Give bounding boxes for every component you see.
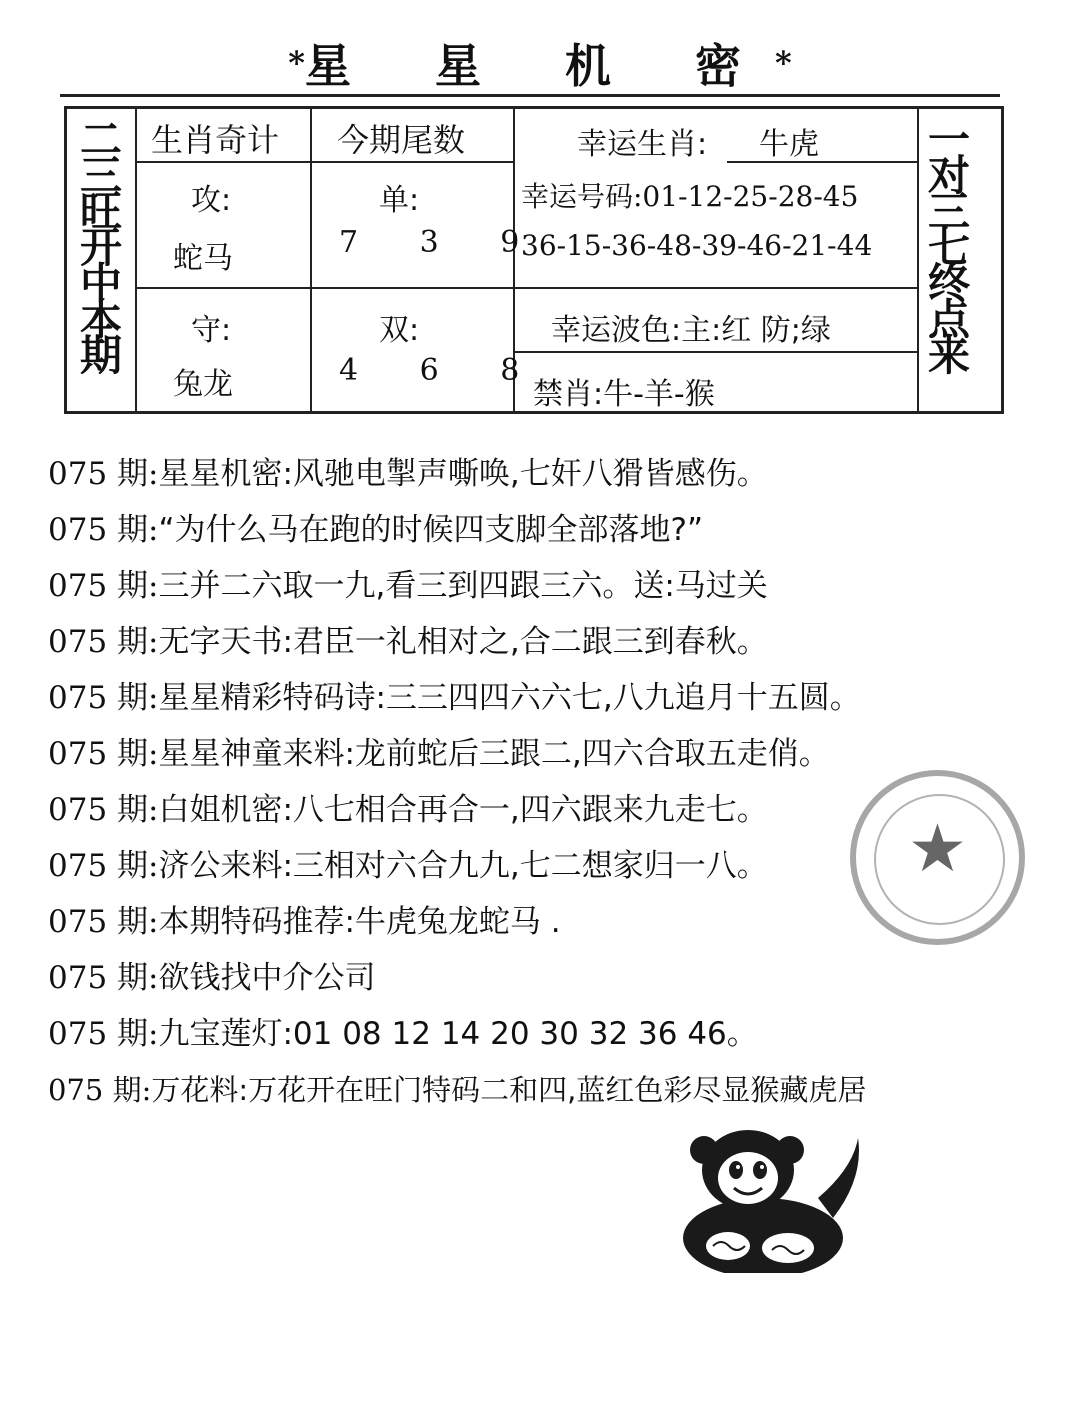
title-text: 星 星 机 密 bbox=[304, 39, 776, 93]
issue-prefix: 075 期: bbox=[48, 848, 159, 884]
issue-prefix: 075 期: bbox=[48, 904, 159, 940]
line-text: 白姐机密:八七相合再合一,四六跟来九走七。 bbox=[158, 792, 768, 828]
defend-value: 兔龙 bbox=[173, 367, 233, 402]
monkey-mascot-icon bbox=[668, 1128, 868, 1273]
divider bbox=[135, 109, 137, 411]
list-item bbox=[48, 614, 1068, 670]
list-item bbox=[48, 1006, 1068, 1062]
lucky-numbers-line1: 幸运号码:01-12-25-28-45 bbox=[521, 180, 859, 213]
lucky-zodiac-value: 牛虎 bbox=[759, 127, 819, 162]
divider bbox=[310, 109, 312, 411]
header-zodiac: 生肖奇计 bbox=[151, 121, 280, 159]
issue-prefix: 075 期: bbox=[48, 512, 159, 548]
list-item bbox=[48, 950, 1068, 1006]
double-label: 双: bbox=[379, 313, 420, 348]
lucky-color: 幸运波色:主:红 防;绿 bbox=[551, 313, 831, 348]
single-label: 单: bbox=[379, 183, 420, 218]
issue-prefix: 075 期: bbox=[48, 1073, 152, 1107]
line-text: 欲钱找中介公司 bbox=[158, 960, 376, 996]
line-text: 无字天书:君臣一礼相对之,合二跟三到春秋。 bbox=[158, 624, 768, 660]
line-text: 本期特码推荐:牛虎兔龙蛇马 . bbox=[158, 904, 561, 940]
divider bbox=[917, 109, 919, 411]
attack-label: 攻: bbox=[191, 183, 232, 218]
line-text: 星星神童来料:龙前蛇后三跟二,四六合取五走俏。 bbox=[158, 736, 830, 772]
info-table bbox=[64, 106, 1004, 414]
issue-prefix: 075 期: bbox=[48, 960, 159, 996]
defend-label: 守: bbox=[191, 313, 232, 348]
page-title bbox=[0, 30, 1080, 96]
issue-prefix: 075 期: bbox=[48, 456, 159, 492]
list-item bbox=[48, 670, 1068, 726]
issue-prefix: 075 期: bbox=[48, 680, 159, 716]
official-seal-icon bbox=[850, 770, 1025, 945]
line-text: 星星机密:风驰电掣声嘶唤,七奸八猾皆感伤。 bbox=[158, 456, 768, 492]
right-vertical-text: 一对三七终点来 bbox=[922, 117, 971, 369]
lucky-zodiac-label: 幸运生肖: bbox=[577, 127, 708, 162]
line-text: 济公来料:三相对六合九九,七二想家归一八。 bbox=[158, 848, 768, 884]
divider bbox=[515, 351, 917, 353]
banned-zodiac: 禁肖:牛-羊-猴 bbox=[533, 377, 715, 412]
issue-prefix: 075 期: bbox=[48, 624, 159, 660]
header-tail: 今期尾数 bbox=[337, 121, 466, 159]
seal-star-icon: ★ bbox=[907, 810, 968, 887]
divider bbox=[727, 161, 917, 163]
line-text: 万花料:万花开在旺门特码二和四,蓝红色彩尽显猴藏虎居 bbox=[151, 1073, 867, 1107]
divider bbox=[137, 161, 513, 163]
issue-prefix: 075 期: bbox=[48, 1016, 159, 1052]
single-value: 7 3 9 bbox=[339, 225, 546, 260]
attack-value: 蛇马 bbox=[173, 241, 233, 276]
title-star-right: * bbox=[775, 44, 792, 82]
title-star-left: * bbox=[288, 44, 305, 82]
list-item bbox=[48, 502, 1068, 558]
left-vertical-text: 二三旺开中本期 bbox=[74, 117, 123, 369]
divider bbox=[137, 287, 917, 289]
list-item bbox=[48, 1062, 1068, 1118]
line-text: 三并二六取一九,看三到四跟三六。送:马过关 bbox=[158, 568, 768, 604]
line-text: 星星精彩特码诗:三三四四六六七,八九追月十五圆。 bbox=[158, 680, 861, 716]
title-rule bbox=[60, 94, 1000, 97]
list-item bbox=[48, 558, 1068, 614]
issue-prefix: 075 期: bbox=[48, 736, 159, 772]
double-value: 4 6 8 bbox=[339, 353, 546, 388]
issue-prefix: 075 期: bbox=[48, 568, 159, 604]
line-text: 九宝莲灯:01 08 12 14 20 30 32 36 46。 bbox=[158, 1016, 758, 1052]
line-text: “为什么马在跑的时候四支脚全部落地?” bbox=[158, 512, 704, 548]
lucky-numbers-line2: 36-15-36-48-39-46-21-44 bbox=[521, 229, 873, 262]
list-item bbox=[48, 446, 1068, 502]
issue-prefix: 075 期: bbox=[48, 792, 159, 828]
